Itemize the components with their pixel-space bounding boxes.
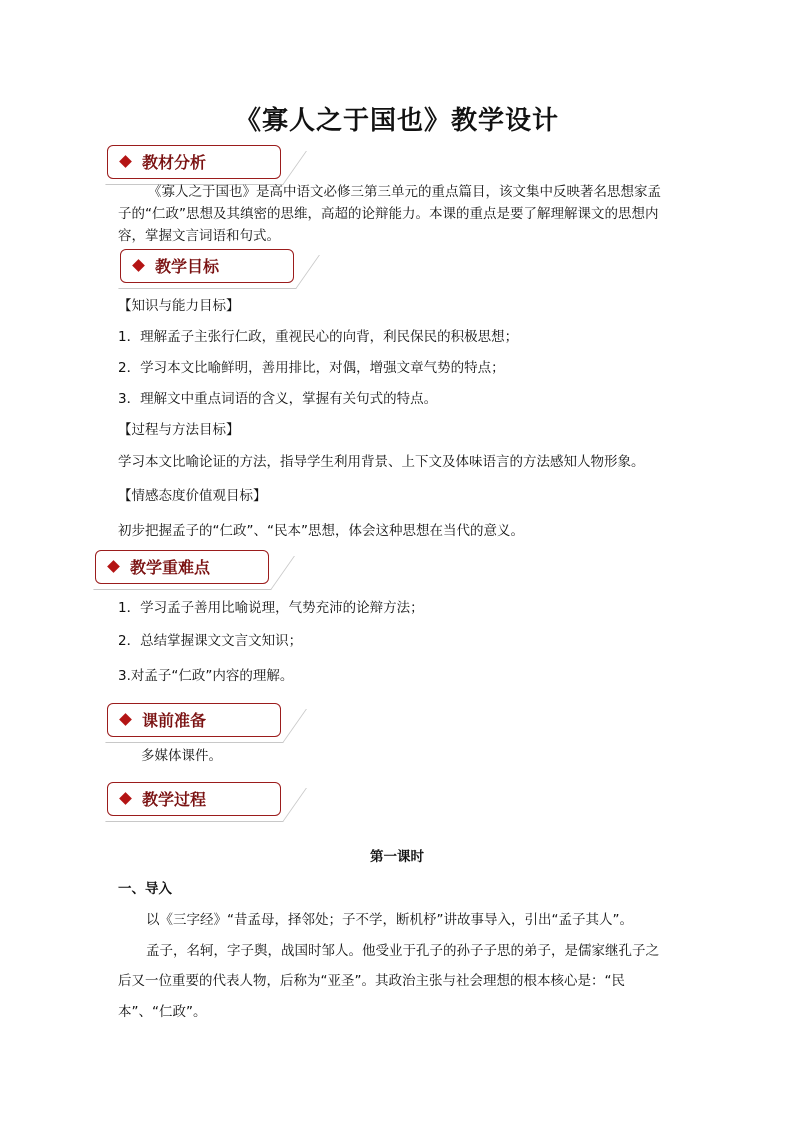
section-header-difficulties bbox=[95, 550, 285, 584]
list-item: 3．理解文中重点词语的含义，掌握有关句式的特点。 bbox=[118, 391, 438, 407]
section-title: 教材分析 bbox=[142, 153, 207, 172]
section-title: 课前准备 bbox=[142, 711, 207, 730]
section-header-analysis bbox=[107, 145, 297, 179]
paragraph: 初步把握孟子的“仁政”、“民本”思想，体会这种思想在当代的意义。 bbox=[118, 523, 524, 539]
section-title: 教学过程 bbox=[142, 790, 207, 809]
page-title: 《寡人之于国也》教学设计 bbox=[234, 106, 559, 136]
analysis-line: 《寡人之于国也》是高中语文必修三第三单元的重点篇目，该文集中反映著名思想家孟 bbox=[148, 184, 661, 200]
subheading: 【情感态度价值观目标】 bbox=[118, 488, 267, 504]
subheading: 【知识与能力目标】 bbox=[118, 298, 240, 314]
paragraph: 孟子，名轲，字子舆，战国时邹人。他受业于孔子的孙子子思的弟子，是儒家继孔子之 bbox=[146, 943, 659, 959]
diamond-bullet-icon bbox=[119, 792, 132, 805]
paragraph: 本”、“仁政”。 bbox=[118, 1004, 207, 1020]
paragraph: 以《三字经》“昔孟母，择邻处；子不学，断机杼”讲故事导入，引出“孟子其人”。 bbox=[146, 912, 633, 928]
paragraph: 学习本文比喻论证的方法，指导学生利用背景、上下文及体味语言的方法感知人物形象。 bbox=[118, 454, 645, 470]
section-title: 教学目标 bbox=[155, 257, 220, 276]
list-item: 2．总结掌握课文文言文知识； bbox=[118, 633, 303, 649]
subheading: 【过程与方法目标】 bbox=[118, 422, 240, 438]
section-title: 教学重难点 bbox=[130, 558, 211, 577]
analysis-line: 子的“仁政”思想及其缜密的思维，高超的论辩能力。本课的重点是要了解理解课文的思想内 bbox=[118, 206, 659, 222]
list-item: 2．学习本文比喻鲜明，善用排比，对偶，增强文章气势的特点； bbox=[118, 360, 505, 376]
list-item: 1．理解孟子主张行仁政，重视民心的向背，利民保民的积极思想； bbox=[118, 329, 519, 345]
diamond-bullet-icon bbox=[132, 259, 145, 272]
paragraph: 后又一位重要的代表人物，后称为“亚圣”。其政治主张与社会理想的根本核心是：“民 bbox=[118, 973, 625, 989]
list-item: 1．学习孟子善用比喻说理，气势充沛的论辩方法； bbox=[118, 600, 424, 616]
diamond-bullet-icon bbox=[119, 713, 132, 726]
diamond-bullet-icon bbox=[107, 560, 120, 573]
diamond-bullet-icon bbox=[119, 155, 132, 168]
paragraph: 多媒体课件。 bbox=[141, 748, 222, 764]
lesson-heading: 第一课时 bbox=[370, 849, 424, 865]
section-header-process bbox=[107, 782, 297, 816]
section-header-prep bbox=[107, 703, 297, 737]
list-item: 3.对孟子“仁政”内容的理解。 bbox=[118, 668, 294, 684]
analysis-line: 容，掌握文言词语和句式。 bbox=[118, 228, 280, 244]
section-header-goals bbox=[120, 249, 310, 283]
step-heading: 一、导入 bbox=[118, 881, 172, 897]
